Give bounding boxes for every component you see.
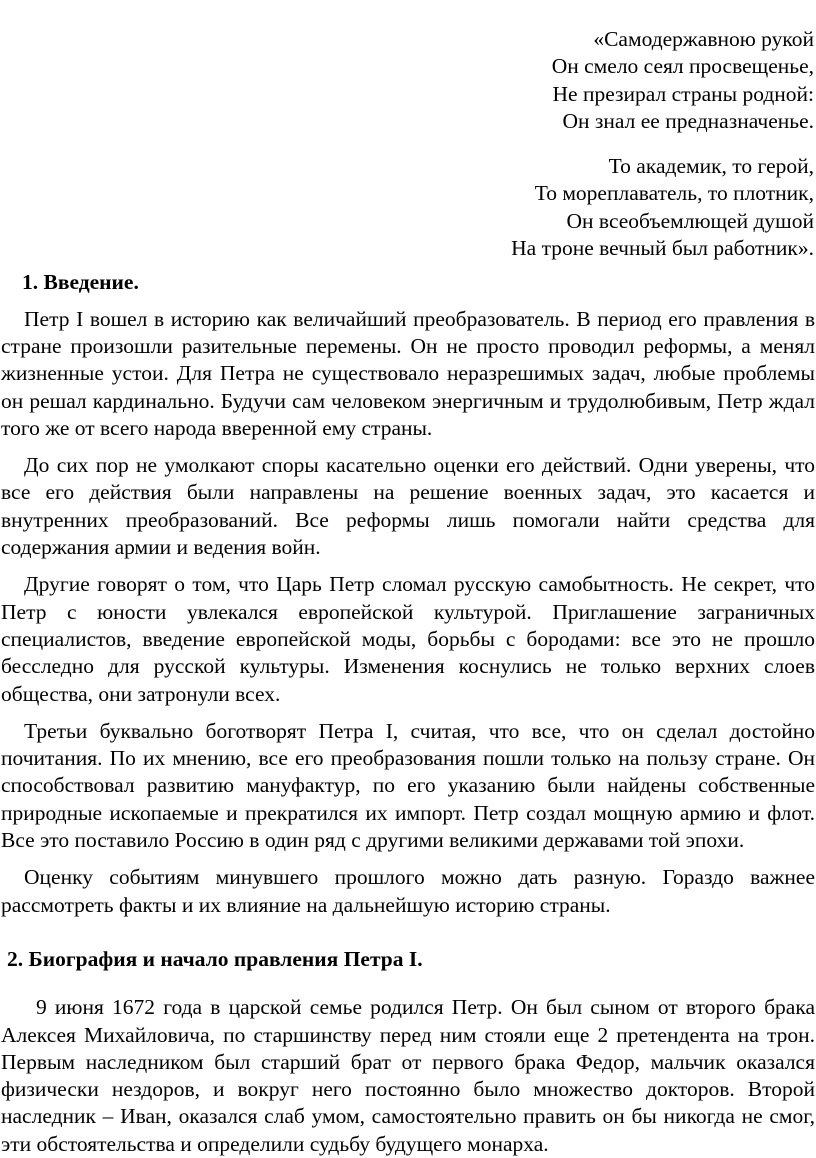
poem-line: Он знал ее предназначенье. xyxy=(562,108,814,133)
poem-line: Он смело сеял просвещенье, xyxy=(551,54,814,79)
paragraph-intro-3: Другие говорят о том, что Царь Петр сломал русскую самобытность. Не секрет, что Петр с юности увлекался европейской культурой. Приглашение заграничных специалистов, введение европейской моды, борьбы с бородами: все это не прошло бесследно для русской культуры. Изменения коснулись не только верхних слоев общества, они затронули всех. xyxy=(1,572,815,706)
paragraph-intro-4: Третьи буквально боготворят Петра I, считая, что все, что он сделал достойно почитания. По их мнению, все его преобразования пошли только на пользу стране. Он способствовал развитию мануфактур, по его указанию были найдены собственные природные ископаемые и прекратился их импорт. Петр создал мощную армию и флот. Все это поставило Россию в один ряд с другими великими державами той эпохи. xyxy=(1,718,815,853)
poem-line: То академик, то герой, xyxy=(608,154,814,179)
paragraph-intro-2: До сих пор не умолкают споры касательно оценки его действий. Одни уверены, что все его действия были направлены на решение военных задач, это касается и внутренних преобразований. Все реформы лишь помогали найти средства для содержания армии и ведения войн. xyxy=(1,453,815,560)
paragraph-biography-1: 9 июня 1672 года в царской семье родился Петр. Он был сыном от второго брака Алексея Михайловича, по старшинству перед ним стояли еще 2 претендента на трон. Первым наследником был старший брат от первого брака Федор, мальчик оказался физически нездоров, и вокруг него постоянно было множество докторов. Второй наследник – Иван, оказался слаб умом, самостоятельно править он бы никогда не смог, эти обстоятельства и определили судьбу будущего монарха. xyxy=(1,995,815,1156)
poem-line: «Самодержавною рукой xyxy=(593,27,814,51)
section-heading-introduction: 1. Введение. xyxy=(22,270,139,295)
poem-line: На троне вечный был работник». xyxy=(511,236,814,261)
poem-line: То мореплаватель, то плотник, xyxy=(534,181,814,206)
stanza-gap xyxy=(0,135,814,153)
poem-line: Не презирал страны родной: xyxy=(552,81,814,106)
poem-line: Он всеобъемлющей душой xyxy=(566,208,814,233)
paragraph-intro-1: Петр I вошел в историю как величайший преобразователь. В период его правления в стране произошли разительные перемены. Он не просто проводил реформы, а менял жизненные устои. Для Петра не существовало неразрешимых задач, любые проблемы он решал кардинально. Будучи сам человеком энергичным и трудолюбивым, Петр ждал того же от всего народа вверенной ему страны. xyxy=(1,306,815,440)
epigraph-poem xyxy=(0,0,816,262)
paragraph-intro-5: Оценку событиям минувшего прошлого можно дать разную. Гораздо важнее рассмотреть факты и их влияние на дальнейшую историю страны. xyxy=(1,865,815,917)
section-heading-biography: 2. Биография и начало правления Петра I. xyxy=(7,946,423,971)
